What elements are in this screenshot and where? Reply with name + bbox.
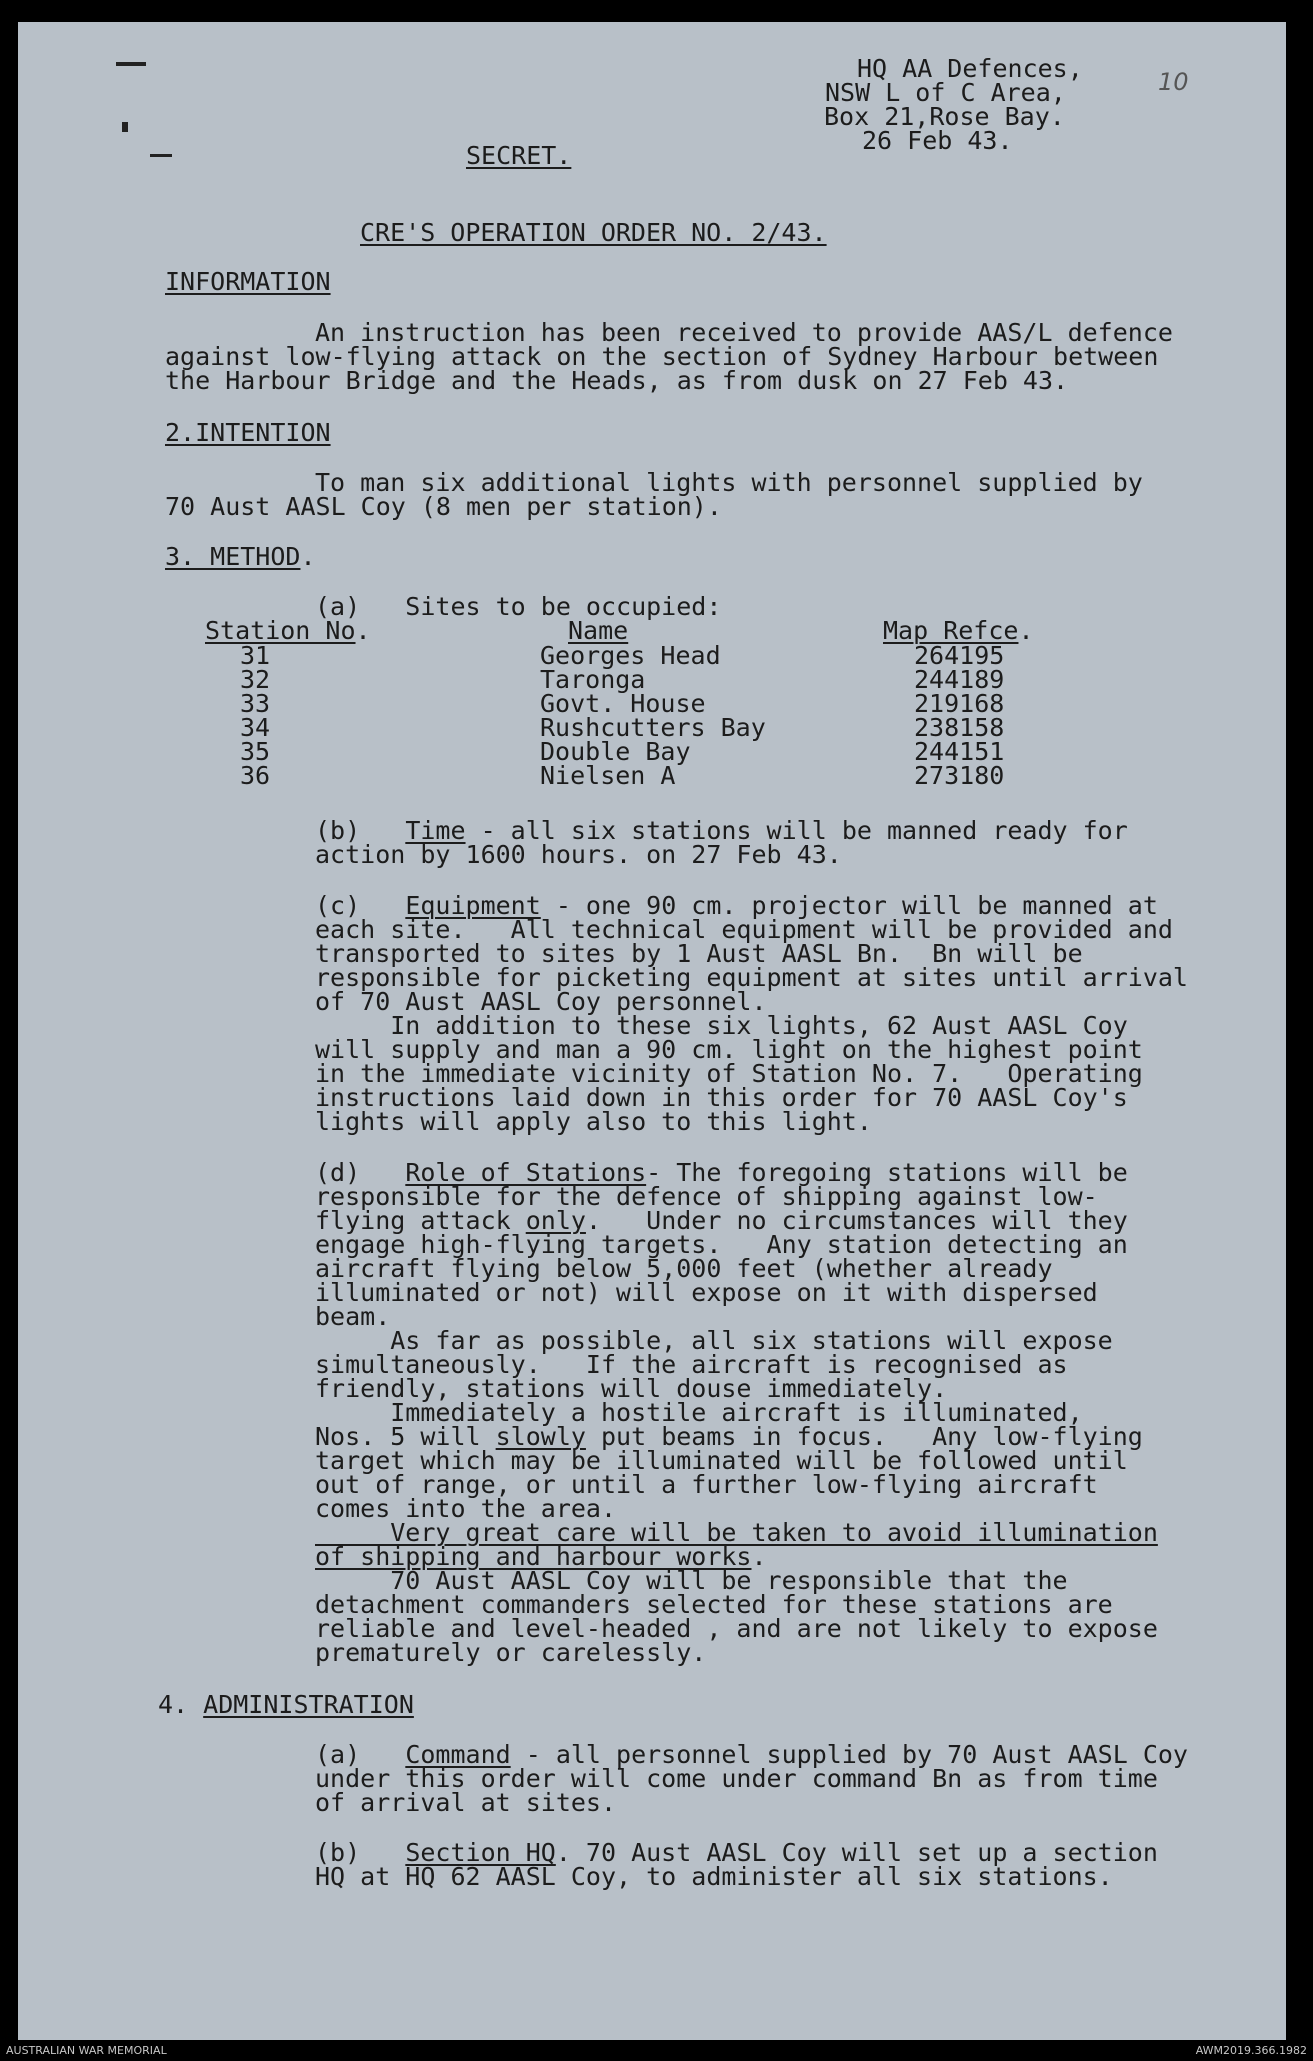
name-cell: Taronga bbox=[540, 665, 646, 694]
name-cell: Govt. House bbox=[540, 689, 706, 718]
paragraph-line: lights will apply also to this light. bbox=[315, 1107, 872, 1136]
table-header-station: Station No. bbox=[205, 616, 371, 645]
staple-mark bbox=[116, 62, 146, 66]
paragraph-line: An instruction has been received to provide AAS/L defence bbox=[315, 318, 1173, 347]
subsection-section-hq: (b) Section HQ. 70 Aust AASL Coy will set up a section bbox=[315, 1838, 1158, 1867]
footer-credit: AUSTRALIAN WAR MEMORIAL bbox=[6, 2044, 167, 2057]
paragraph-line: instructions laid down in this order for 70 AASL Coy's bbox=[315, 1083, 1128, 1112]
footer-bar bbox=[0, 2040, 1313, 2061]
paragraph-line: against low-flying attack on the section of Sydney Harbour between bbox=[165, 342, 1159, 371]
paragraph-line: flying attack only. Under no circumstances will they bbox=[315, 1206, 1128, 1235]
paragraph-line: 70 Aust AASL Coy (8 men per station). bbox=[165, 492, 722, 521]
paragraph-line: responsible for picketing equipment at sites until arrival bbox=[315, 963, 1188, 992]
ref-cell: 264195 bbox=[914, 641, 1005, 670]
paragraph-line: action by 1600 hours. on 27 Feb 43. bbox=[315, 840, 842, 869]
paragraph-line: of 70 Aust AASL Coy personnel. bbox=[315, 987, 767, 1016]
document-page bbox=[18, 22, 1286, 2040]
ref-cell: 244189 bbox=[914, 665, 1005, 694]
table-header-ref: Map Refce. bbox=[883, 616, 1034, 645]
address-line: NSW L of C Area, bbox=[825, 78, 1066, 107]
section-heading: 3. METHOD. bbox=[165, 542, 316, 571]
paragraph-line: detachment commanders selected for these stations are bbox=[315, 1590, 1113, 1619]
station-cell: 32 bbox=[240, 665, 271, 694]
paragraph-line: reliable and level-headed , and are not likely to expose bbox=[315, 1614, 1158, 1643]
ref-cell: 273180 bbox=[914, 761, 1005, 790]
section-heading: INFORMATION bbox=[165, 267, 331, 296]
subsection-equipment: (c) Equipment - one 90 cm. projector will be manned at bbox=[315, 891, 1158, 920]
name-cell: Nielsen A bbox=[540, 761, 676, 790]
paragraph-line: Nos. 5 will slowly put beams in focus. Any low-flying bbox=[315, 1422, 1143, 1451]
subsection-intro: (a) Sites to be occupied: bbox=[315, 592, 722, 621]
paragraph-line: in the immediate vicinity of Station No. 7. Operating bbox=[315, 1059, 1143, 1088]
document-title: CRE'S OPERATION ORDER NO. 2/43. bbox=[360, 218, 827, 247]
ref-cell: 238158 bbox=[914, 713, 1005, 742]
footer-accession: AWM2019.366.1982 bbox=[1195, 2044, 1307, 2057]
paragraph-line: transported to sites by 1 Aust AASL Bn. Bn will be bbox=[315, 939, 1083, 968]
punch-mark bbox=[150, 154, 172, 157]
paragraph-line: To man six additional lights with personnel supplied by bbox=[315, 468, 1143, 497]
paragraph-line: beam. bbox=[315, 1302, 391, 1331]
address-line: Box 21,Rose Bay. bbox=[824, 102, 1065, 131]
ref-cell: 219168 bbox=[914, 689, 1005, 718]
station-cell: 35 bbox=[240, 737, 271, 766]
page-number-handwritten: 10 bbox=[1158, 68, 1189, 96]
paragraph-line: engage high-flying targets. Any station detecting an bbox=[315, 1230, 1128, 1259]
ref-cell: 244151 bbox=[914, 737, 1005, 766]
paragraph-line: In addition to these six lights, 62 Aust AASL Coy bbox=[315, 1011, 1128, 1040]
station-cell: 34 bbox=[240, 713, 271, 742]
station-cell: 33 bbox=[240, 689, 271, 718]
paragraph-line: the Harbour Bridge and the Heads, as from dusk on 27 Feb 43. bbox=[165, 366, 1069, 395]
paragraph-line: As far as possible, all six stations will expose bbox=[315, 1326, 1113, 1355]
punch-mark bbox=[122, 122, 128, 132]
subsection-time: (b) Time - all six stations will be manned ready for bbox=[315, 816, 1128, 845]
table-row bbox=[18, 763, 1286, 788]
paragraph-line: target which may be illuminated will be followed until bbox=[315, 1446, 1128, 1475]
emphasis-line: of shipping and harbour works. bbox=[315, 1542, 767, 1571]
table-row bbox=[18, 643, 1286, 668]
paragraph-line: illuminated or not) will expose on it with dispersed bbox=[315, 1278, 1098, 1307]
paragraph-line: out of range, or until a further low-flying aircraft bbox=[315, 1470, 1098, 1499]
paragraph-line: will supply and man a 90 cm. light on the highest point bbox=[315, 1035, 1143, 1064]
paragraph-line: comes into the area. bbox=[315, 1494, 617, 1523]
section-heading: 2.INTENTION bbox=[165, 418, 331, 447]
name-cell: Rushcutters Bay bbox=[540, 713, 766, 742]
station-cell: 36 bbox=[240, 761, 271, 790]
document-date: 26 Feb 43. bbox=[862, 126, 1013, 155]
address-line: HQ AA Defences, bbox=[857, 54, 1083, 83]
subsection-role: (d) Role of Stations- The foregoing stations will be bbox=[315, 1158, 1128, 1187]
paragraph-line: Immediately a hostile aircraft is illuminated, bbox=[315, 1398, 1083, 1427]
paragraph-line: friendly, stations will douse immediately. bbox=[315, 1374, 948, 1403]
classification: SECRET. bbox=[466, 141, 572, 170]
table-header-name: Name bbox=[568, 616, 629, 645]
paragraph-line: under this order will come under command Bn as from time bbox=[315, 1764, 1158, 1793]
paragraph-line: simultaneously. If the aircraft is recognised as bbox=[315, 1350, 1068, 1379]
paragraph-line: HQ at HQ 62 AASL Coy, to administer all six stations. bbox=[315, 1862, 1113, 1891]
name-cell: Georges Head bbox=[540, 641, 721, 670]
paragraph-line: each site. All technical equipment will be provided and bbox=[315, 915, 1173, 944]
emphasis-line: Very great care will be taken to avoid illumination bbox=[315, 1518, 1158, 1547]
name-cell: Double Bay bbox=[540, 737, 691, 766]
section-heading: 4. ADMINISTRATION bbox=[158, 1690, 414, 1719]
paragraph-line: prematurely or carelessly. bbox=[315, 1638, 707, 1667]
paragraph-line: 70 Aust AASL Coy will be responsible that the bbox=[315, 1566, 1068, 1595]
subsection-command: (a) Command - all personnel supplied by 70 Aust AASL Coy bbox=[315, 1740, 1188, 1769]
paragraph-line: aircraft flying below 5,000 feet (whether already bbox=[315, 1254, 1053, 1283]
paragraph-line: responsible for the defence of shipping against low- bbox=[315, 1182, 1098, 1211]
paragraph-line: of arrival at sites. bbox=[315, 1788, 617, 1817]
station-cell: 31 bbox=[240, 641, 271, 670]
